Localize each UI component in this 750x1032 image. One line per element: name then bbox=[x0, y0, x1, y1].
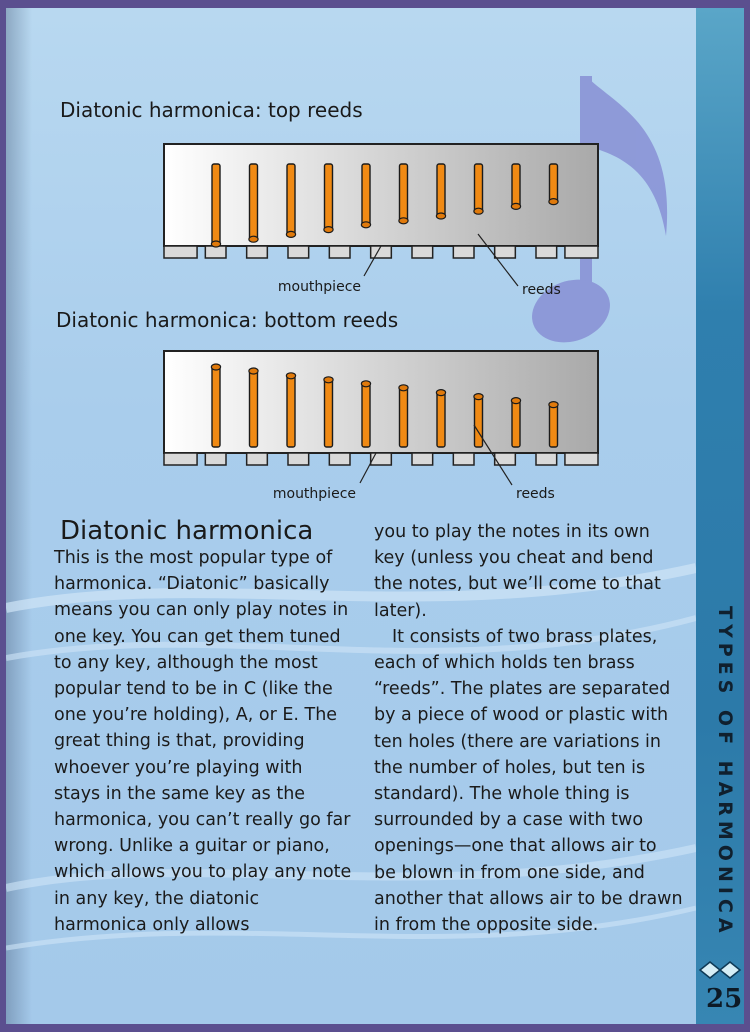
diagram-top-reeds-title: Diatonic harmonica: top reeds bbox=[60, 98, 363, 122]
harmonica-plate bbox=[164, 351, 598, 453]
book-page bbox=[6, 8, 744, 1024]
mouthpiece-tooth bbox=[371, 453, 392, 465]
reed bbox=[286, 373, 295, 447]
reed bbox=[324, 164, 333, 233]
mouthpiece-tooth bbox=[205, 453, 226, 465]
mouthpiece-tooth bbox=[565, 246, 598, 258]
paragraph-left: This is the most popular type of harmonica. “Diatonic” basically means you can only play notes in one key. You can get them tuned to any key, although the most popular tend to be in C (like the one you’re holding), A, or E. The great thing is that, providing whoever you’re playing with stays in the same key as the harmonica, you can’t really go far wrong. Unlike a guitar or piano, which allows you to play any note in any key, the diatonic harmonica only allows bbox=[54, 548, 352, 935]
text-column-left bbox=[54, 545, 354, 938]
mouthpiece-label: mouthpiece bbox=[272, 486, 356, 502]
reed bbox=[549, 164, 558, 205]
diagram-top-reeds bbox=[156, 136, 606, 296]
mouthpiece-tooth bbox=[412, 246, 433, 258]
text-column-right bbox=[374, 519, 684, 938]
mouthpiece-tooth bbox=[247, 246, 268, 258]
paragraph-right-1: you to play the notes in its own key (unless you cheat and bend the notes, but we’ll come to that later). bbox=[374, 522, 661, 621]
reed bbox=[286, 164, 295, 237]
paragraph-right-2: It consists of two brass plates, each of which holds ten brass “reeds”. The plates are separated by a piece of wood or plastic with ten holes (there are variations in the number of holes, but ten is standard). The whole thing is surrounded by a case with two openings—one that allows air to be blown in from one side, and another that allows air to be drawn in from the opposite side. bbox=[374, 626, 683, 936]
page-number: 25 bbox=[706, 984, 743, 1014]
reeds-label: reeds bbox=[522, 282, 561, 296]
mouthpiece-tooth bbox=[371, 246, 392, 258]
chapter-title: TYPES OF HARMONICA bbox=[714, 606, 736, 938]
mouthpiece-tooth bbox=[329, 246, 350, 258]
mouthpiece-tooth bbox=[536, 453, 557, 465]
mouthpiece-tooth bbox=[536, 246, 557, 258]
reed bbox=[474, 394, 483, 447]
reed bbox=[399, 164, 408, 224]
mouthpiece-tooth bbox=[453, 246, 474, 258]
reed bbox=[361, 381, 370, 447]
mouthpiece-tooth bbox=[565, 453, 598, 465]
mouthpiece-tooth bbox=[288, 246, 309, 258]
mouthpiece-tooth bbox=[412, 453, 433, 465]
reed bbox=[324, 377, 333, 447]
section-heading: Diatonic harmonica bbox=[60, 516, 314, 546]
mouthpiece-tooth bbox=[164, 453, 197, 465]
mouthpiece-tooth bbox=[164, 246, 197, 258]
reed bbox=[511, 398, 520, 447]
diagram-bottom-reeds-title: Diatonic harmonica: bottom reeds bbox=[56, 308, 399, 332]
reed bbox=[436, 390, 445, 447]
reed bbox=[436, 164, 445, 219]
diagram-bottom-reeds bbox=[156, 343, 606, 508]
reed bbox=[249, 368, 258, 447]
reed bbox=[211, 364, 220, 447]
mouthpiece-tooth bbox=[205, 246, 226, 258]
reeds-label: reeds bbox=[516, 486, 555, 502]
harmonica-plate bbox=[164, 144, 598, 246]
mouthpiece-tooth bbox=[495, 246, 516, 258]
mouthpiece-label: mouthpiece bbox=[277, 279, 361, 295]
reed bbox=[211, 164, 220, 247]
wave-icon bbox=[698, 958, 742, 982]
mouthpiece-tooth bbox=[247, 453, 268, 465]
reed bbox=[474, 164, 483, 214]
reed bbox=[249, 164, 258, 242]
reed bbox=[361, 164, 370, 228]
reed bbox=[511, 164, 520, 209]
mouthpiece-tooth bbox=[453, 453, 474, 465]
mouthpiece-tooth bbox=[329, 453, 350, 465]
reed bbox=[399, 385, 408, 447]
reed bbox=[549, 402, 558, 447]
mouthpiece-tooth bbox=[288, 453, 309, 465]
